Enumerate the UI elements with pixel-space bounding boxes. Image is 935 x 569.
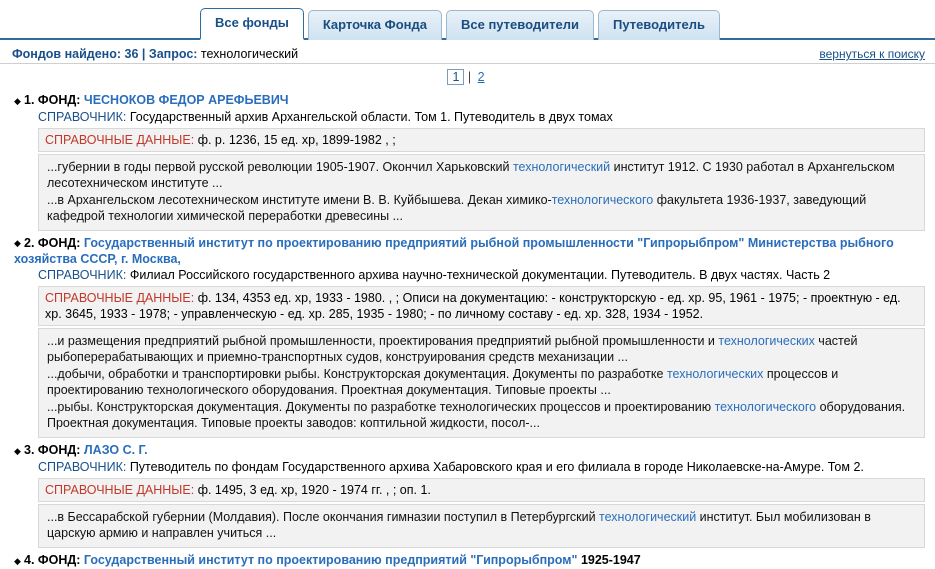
bullet-icon: ◆ bbox=[14, 555, 21, 566]
record-reference bbox=[38, 286, 925, 326]
page-divider: | bbox=[467, 70, 472, 84]
record-guide bbox=[12, 109, 925, 125]
record-number: 2. bbox=[24, 235, 35, 250]
snippet-highlight: технологический bbox=[599, 510, 697, 525]
tab-all-fonds[interactable] bbox=[200, 8, 304, 40]
result-record bbox=[12, 92, 925, 231]
guide-label: СПРАВОЧНИК: bbox=[38, 268, 127, 283]
tab-fond-card[interactable] bbox=[308, 10, 442, 40]
reference-text: ф. 134, 4353 ед. хр, 1933 - 1980. , ; Описи на документацию: - конструкторскую - ед. хр. 95, 1961 - 1975; - проектную - ед. хр. 3645, 1933 - 1978; - управленческую - ед. хр. 285, 1935 - 1980; - по личному составу - ед. хр. 328, 1934 - 1952. bbox=[45, 291, 901, 322]
bullet-icon: ◆ bbox=[14, 238, 21, 249]
tab-guide-label: Путеводитель bbox=[612, 17, 705, 32]
snippet-text: ...рыбы. Конструкторская документация. Документы по разработке технологических процессов и проектированию bbox=[47, 400, 715, 415]
snippet-highlight: технологических bbox=[718, 334, 815, 349]
snippet-highlight: технологических bbox=[666, 367, 764, 382]
reference-text: ф. 1495, 3 ед. хр, 1920 - 1974 гг. , ; оп. 1. bbox=[197, 483, 431, 498]
snippet-text: факультета 1936-1937, заведующий кафедрой технологии химической переработки древесины ... bbox=[47, 192, 867, 223]
query-label: Запрос: bbox=[148, 47, 198, 61]
record-reference bbox=[38, 478, 925, 502]
tab-all-guides[interactable] bbox=[446, 10, 594, 40]
back-to-search-link[interactable]: вернуться к поиску bbox=[819, 47, 925, 61]
snippet bbox=[47, 509, 916, 541]
info-separator: | bbox=[141, 47, 146, 61]
query-value: технологический bbox=[200, 47, 299, 61]
record-header bbox=[12, 442, 925, 459]
snippet-highlight: технологический bbox=[512, 159, 611, 174]
record-header bbox=[12, 235, 925, 268]
record-tail: 1925-1947 bbox=[580, 553, 641, 568]
found-count: 36 bbox=[124, 47, 139, 61]
page-current[interactable]: 1 bbox=[447, 69, 464, 85]
snippet-text: частей рыбоперерабатывающих и приемно-транспортных судов, конструирования средств механизации ... bbox=[47, 334, 858, 365]
tab-all-guides-label: Все путеводители bbox=[460, 17, 579, 32]
record-number: 1. bbox=[24, 93, 35, 107]
snippet-text: процессов и проектированию технологического оборудования. Проектная документация. Типовые проекты ... bbox=[47, 367, 839, 398]
result-record bbox=[12, 442, 925, 548]
reference-label: СПРАВОЧНЫЕ ДАННЫЕ: bbox=[45, 132, 195, 147]
record-guide bbox=[12, 459, 925, 475]
snippet bbox=[47, 333, 916, 365]
record-snippets bbox=[38, 154, 925, 231]
record-snippets bbox=[38, 504, 925, 548]
snippet-text: ...в Архангельском лесотехническом институте имени В. В. Куйбышева. Декан химико- bbox=[47, 192, 552, 207]
snippet bbox=[47, 399, 916, 431]
snippet bbox=[47, 366, 916, 398]
snippet-highlight: технологического bbox=[551, 192, 654, 207]
guide-text: Путеводитель по фондам Государственного архива Хабаровского края и его филиала в городе Николаевске-на-Амуре. Том 2. bbox=[129, 460, 864, 475]
bullet-icon: ◆ bbox=[14, 446, 21, 457]
snippet bbox=[47, 192, 916, 224]
fond-label: ФОНД: bbox=[37, 93, 81, 107]
tab-all-fonds-label: Все фонды bbox=[215, 15, 289, 30]
record-number: 3. bbox=[24, 443, 35, 458]
guide-text: Государственный архив Архангельской области. Том 1. Путеводитель в двух томах bbox=[129, 109, 613, 124]
result-record bbox=[12, 235, 925, 439]
snippet-text: ...губернии в годы первой русской революции 1905-1907. Окончил Харьковский bbox=[47, 159, 513, 174]
guide-text: Филиал Российского государственного архива научно-технической документации. Путеводитель. В двух частях. Часть 2 bbox=[129, 268, 831, 283]
record-snippets bbox=[38, 328, 925, 438]
snippet-text: ...в Бессарабской губернии (Молдавия). После окончания гимназии поступил в Петербургский bbox=[47, 510, 600, 525]
tab-fond-card-label: Карточка Фонда bbox=[322, 17, 427, 32]
guide-label: СПРАВОЧНИК: bbox=[38, 460, 127, 475]
results-list bbox=[0, 88, 935, 569]
result-record-partial bbox=[12, 552, 925, 569]
fond-label: ФОНД: bbox=[37, 553, 81, 568]
results-info-bar bbox=[0, 40, 935, 64]
guide-label: СПРАВОЧНИК: bbox=[38, 109, 127, 124]
pagination bbox=[0, 64, 935, 88]
record-header bbox=[12, 552, 925, 569]
snippet-text: оборудования. Проектная документация. Типовые проекты заводов: коптильной жидкости, посол-... bbox=[47, 400, 906, 431]
record-number: 4. bbox=[24, 553, 35, 568]
found-label: Фондов найдено: bbox=[12, 47, 122, 61]
tab-guide[interactable] bbox=[598, 10, 720, 40]
fond-name-link[interactable]: ЧЕСНОКОВ ФЕДОР АРЕФЬЕВИЧ bbox=[83, 93, 289, 107]
snippet-text: ...добычи, обработки и транспортировки рыбы. Конструкторская документация. Документы по разработке bbox=[47, 367, 667, 382]
reference-label: СПРАВОЧНЫЕ ДАННЫЕ: bbox=[45, 291, 195, 306]
snippet-highlight: технологического bbox=[714, 400, 817, 415]
record-header bbox=[12, 92, 925, 109]
reference-text: ф. р. 1236, 15 ед. хр, 1899-1982 , ; bbox=[197, 132, 396, 147]
record-guide bbox=[12, 267, 925, 283]
snippet-text: институт. Был мобилизован в царскую армию и направлен учиться ... bbox=[47, 510, 871, 541]
page-2[interactable]: 2 bbox=[477, 70, 485, 84]
snippet bbox=[47, 159, 916, 191]
reference-label: СПРАВОЧНЫЕ ДАННЫЕ: bbox=[45, 483, 195, 498]
tab-bar bbox=[0, 0, 935, 40]
fond-name-link[interactable]: Государственный институт по проектированию предприятий рыбной промышленности "Гипрорыбпром" Министерства рыбного хозяйства СССР, г. Москва, bbox=[14, 235, 894, 267]
snippet-text: институт 1912. С 1930 работал в Архангельском лесотехническом институте ... bbox=[47, 159, 895, 190]
fond-name-link[interactable]: Государственный институт по проектированию предприятий "Гипрорыбпром" bbox=[83, 553, 578, 568]
fond-label: ФОНД: bbox=[37, 235, 81, 250]
bullet-icon: ◆ bbox=[14, 95, 21, 106]
snippet-text: ...и размещения предприятий рыбной промышленности, проектирования предприятий рыбной промышленности и bbox=[47, 334, 719, 349]
fond-name-link[interactable]: ЛАЗО С. Г. bbox=[83, 443, 148, 458]
fond-label: ФОНД: bbox=[37, 443, 81, 458]
record-reference bbox=[38, 128, 925, 152]
